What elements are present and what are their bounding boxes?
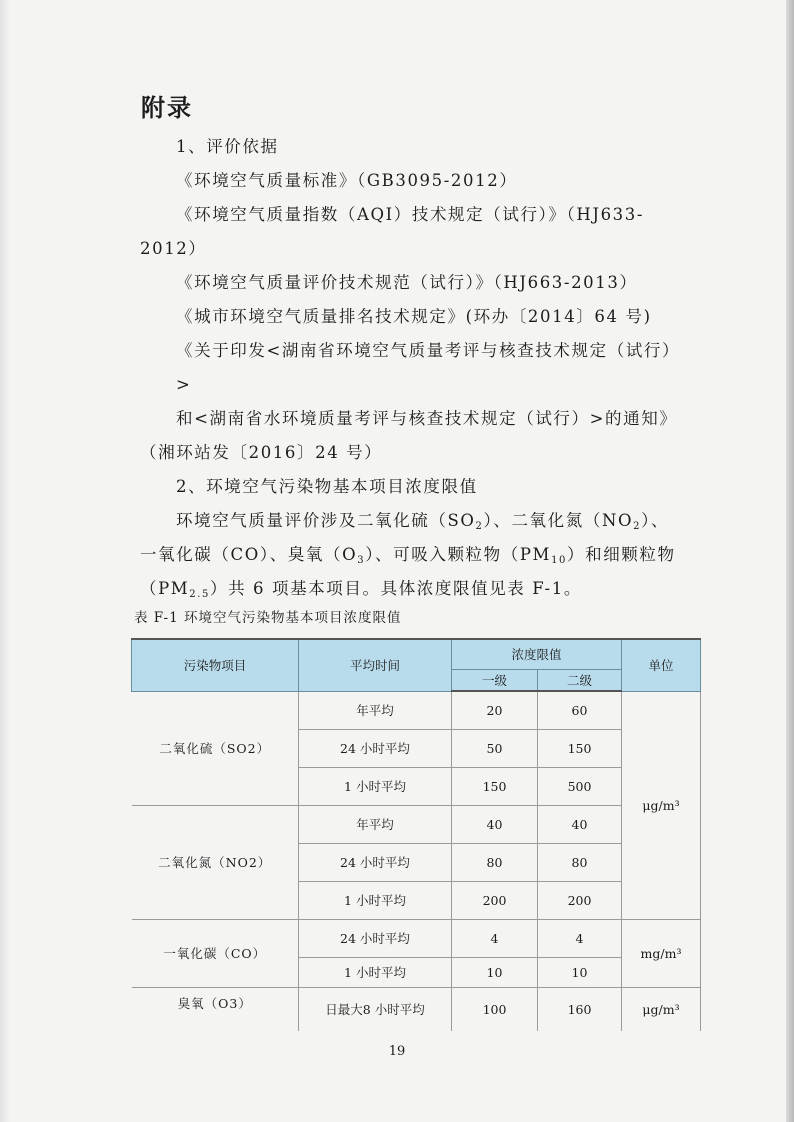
period-cell: 年平均 [299, 805, 452, 843]
table-row [132, 691, 701, 729]
grade2-cell: 500 [538, 767, 622, 805]
table-row [132, 805, 701, 843]
period-cell: 24 小时平均 [299, 919, 452, 957]
pollutant-no2: 二氧化氮（NO2） [132, 805, 299, 919]
header-limit: 浓度限值 [452, 639, 622, 669]
period-cell: 日最大8 小时平均 [299, 987, 452, 1031]
period-cell: 年平均 [299, 691, 452, 729]
table-row [132, 987, 701, 1031]
grade1-cell: 10 [452, 957, 538, 987]
reference-hj663: 《环境空气质量评价技术规范（试行）》（HJ663-2013） [176, 273, 638, 292]
scan-left-edge [0, 0, 10, 1122]
period-cell: 1 小时平均 [299, 957, 452, 987]
header-unit: 单位 [622, 639, 701, 691]
grade1-cell: 50 [452, 729, 538, 767]
reference-hj633-line2: 2012） [140, 239, 207, 258]
grade1-cell: 100 [452, 987, 538, 1031]
pollutant-co: 一氧化碳（CO） [132, 919, 299, 987]
unit-mg-cell: mg/m³ [622, 919, 701, 987]
reference-hunan-line1: 《关于印发<湖南省环境空气质量考评与核查技术规定（试行）> [176, 341, 672, 394]
grade1-cell: 200 [452, 881, 538, 919]
appendix-body [140, 130, 680, 606]
grade2-cell: 150 [538, 729, 622, 767]
grade2-cell: 160 [538, 987, 622, 1031]
pollutant-paragraph-line1: 环境空气质量评价涉及二氧化硫$(SO_2)$、二氧化氮$(NO_2)$、 [176, 511, 670, 532]
grade2-cell: 60 [538, 691, 622, 729]
reference-hunan-line2: 和<湖南省水环境质量考评与核查技术规定（试行）>的通知》 [176, 409, 678, 428]
header-grade2: 二级 [538, 669, 622, 691]
period-cell: 1 小时平均 [299, 767, 452, 805]
pollutant-paragraph-line3: $(PM_{2.5})$共 6 项基本项目。具体浓度限值见表 F-1。 [140, 579, 582, 600]
reference-hunan-line3: （湘环站发〔2016〕24 号） [140, 443, 383, 462]
period-cell: 24 小时平均 [299, 843, 452, 881]
table-row [132, 919, 701, 957]
grade1-cell: 20 [452, 691, 538, 729]
pollutant-so2: 二氧化硫（SO2） [132, 691, 299, 805]
concentration-limit-table [131, 638, 701, 1031]
header-pollutant: 污染物项目 [132, 639, 299, 691]
grade2-cell: 200 [538, 881, 622, 919]
grade1-cell: 80 [452, 843, 538, 881]
pollutant-o3: 臭氧（O3） [132, 987, 299, 1031]
grade2-cell: 4 [538, 919, 622, 957]
grade2-cell: 80 [538, 843, 622, 881]
unit-ug-o3-cell: μg/m³ [622, 987, 701, 1031]
grade2-cell: 40 [538, 805, 622, 843]
page-number: 19 [388, 1044, 406, 1059]
section1-heading: 1、评价依据 [176, 137, 279, 156]
grade1-cell: 150 [452, 767, 538, 805]
grade1-cell: 4 [452, 919, 538, 957]
reference-gb3095: 《环境空气质量标准》（GB3095-2012） [176, 171, 518, 190]
grade1-cell: 40 [452, 805, 538, 843]
grade2-cell: 10 [538, 957, 622, 987]
scan-right-edge [786, 0, 794, 1122]
period-cell: 1 小时平均 [299, 881, 452, 919]
header-period: 平均时间 [299, 639, 452, 691]
reference-hj633-line1: 《环境空气质量指数（AQI）技术规定（试行）》（HJ633- [176, 205, 645, 224]
unit-ug-cell: μg/m³ [622, 691, 701, 919]
header-grade1: 一级 [452, 669, 538, 691]
section2-heading: 2、环境空气污染物基本项目浓度限值 [176, 477, 478, 496]
reference-city-ranking: 《城市环境空气质量排名技术规定》(环办〔2014〕64 号) [176, 307, 652, 326]
table-caption: 表 F-1 环境空气污染物基本项目浓度限值 [134, 610, 402, 626]
pollutant-paragraph-line2: 一氧化碳（CO）、臭氧$(O_3)$、可吸入颗粒物$(PM_{10})$和细颗粒物 [140, 545, 676, 566]
period-cell: 24 小时平均 [299, 729, 452, 767]
appendix-title: 附录 [141, 94, 193, 122]
